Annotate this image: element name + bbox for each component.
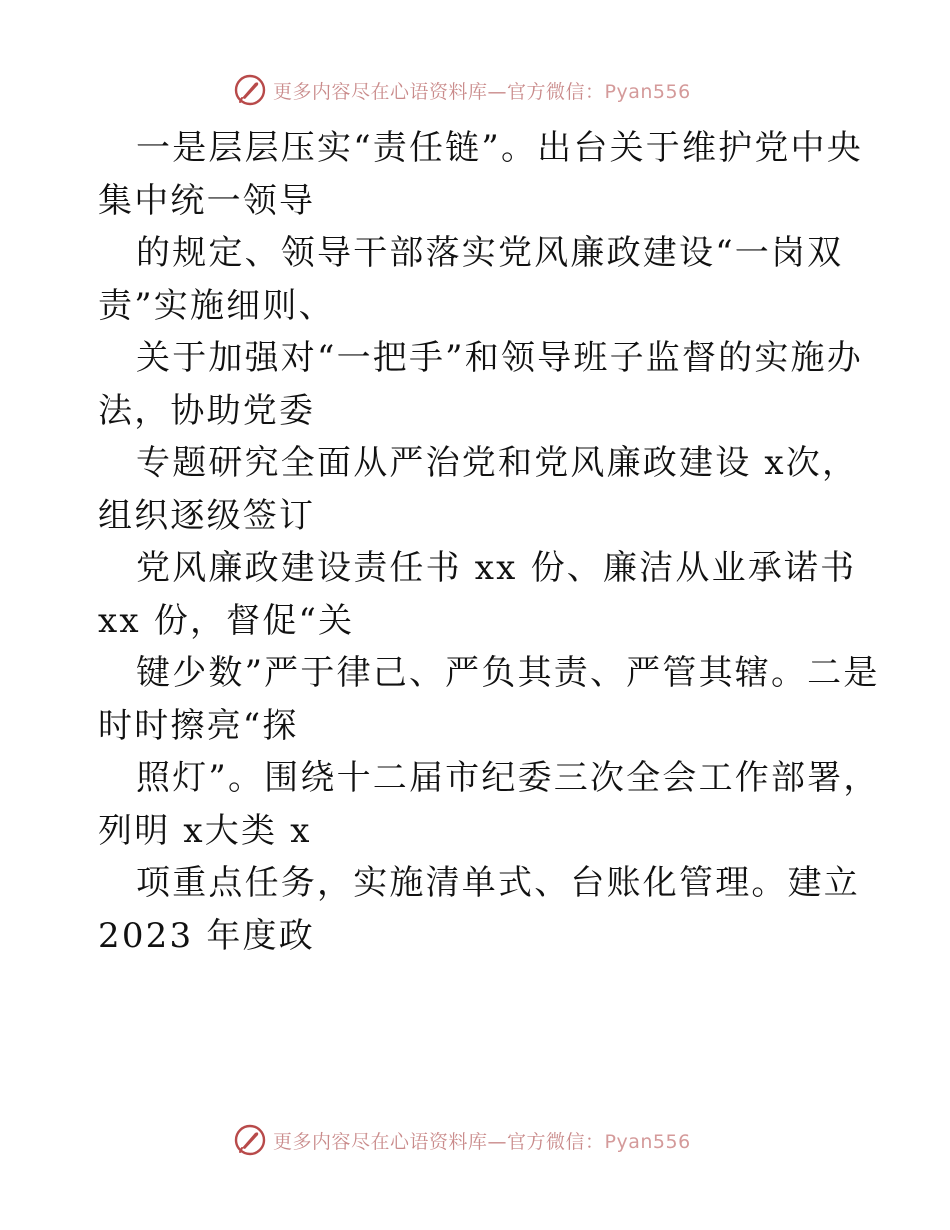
text-line: xx 份，督促“关 [98,600,355,641]
text-line: 的规定、领导干部落实党风廉政建设“一岗双 [136,233,844,273]
text-line: 键少数”严于律己、严负其责、严管其辖。二是 [136,653,880,693]
text-line: 组织逐级签订 [98,495,316,536]
text-line: 一是层层压实“责任链”。出台关于维护党中央 [136,128,863,168]
text-line: 关于加强对“一把手”和领导班子监督的实施办 [136,338,863,378]
text-line: 专题研究全面从严治党和党风廉政建设 x次， [136,443,859,483]
text-line: 集中统一领导 [98,180,316,221]
document-body [98,122,880,962]
watermark-text: 更多内容尽在心语资料库—官方微信：Pyan556 [273,1130,691,1153]
quill-pen-logo-icon [233,73,267,107]
text-line: 列明 x大类 x [98,810,312,851]
text-line: 照灯”。围绕十二届市纪委三次全会工作部署， [136,758,880,798]
watermark-text: 更多内容尽在心语资料库—官方微信：Pyan556 [273,80,691,103]
text-line: 2023 年度政 [98,915,315,956]
text-line: 责”实施细则、 [98,285,335,326]
text-line: 时时擦亮“探 [98,705,299,746]
text-line: 法，协助党委 [98,390,316,431]
text-line: 项重点任务，实施清单式、台账化管理。建立 [136,863,860,903]
quill-pen-logo-icon [233,1123,267,1157]
footer-watermark [233,1120,753,1160]
header-watermark [233,70,753,110]
text-line: 党风廉政建设责任书 xx 份、廉洁从业承诺书 [136,548,857,588]
